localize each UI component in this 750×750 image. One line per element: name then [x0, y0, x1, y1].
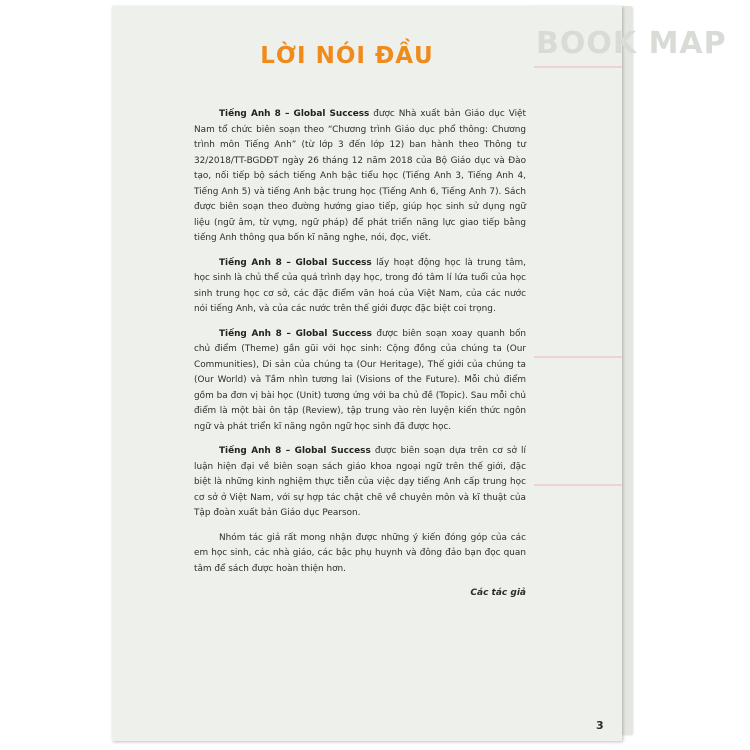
paragraph-text: lấy hoạt động học là trung tâm, học sinh là chủ thể của quá trình dạy học, trong đó tâm lí lứa tuổi của học sinh trung học cơ sở, các đặc điểm văn hoá của Việt Nam, của các nước nói tiếng Anh, và của các nước trên thế giới được đặc biệt coi trọng. [194, 257, 526, 314]
preface-body [194, 107, 526, 602]
paragraph-text: được biên soạn dựa trên cơ sở lí luận hiện đại về biên soạn sách giáo khoa ngoại ngữ trên thế giới, đặc biệt là những kinh nghiệm thực tiễn của việc dạy tiếng Anh cấp trung học cơ sở ở Việt Nam, với sự hợp tác chặt chẽ về chuyên môn và kĩ thuật của Tập đoàn xuất bản Giáo dục Pearson. [194, 446, 526, 518]
paragraph [194, 327, 526, 436]
paragraph-text: được Nhà xuất bản Giáo dục Việt Nam tổ chức biên soạn theo “Chương trình Giáo dục phổ thông: Chương trình môn Tiếng Anh” (từ lớp 3 đến lớp 12) ban hành theo Thông tư 32/2018/TT-BGDĐT ngày 26 tháng 12 năm 2018 của Bộ Giáo dục và Đào tạo, nối tiếp bộ sách tiếng Anh bậc tiểu học (Tiếng Anh 3, Tiếng Anh 4, Tiếng Anh 5) và tiếng Anh bậc trung học (Tiếng Anh 6, Tiếng Anh 7). Sách được biên soạn theo đường hướng giao tiếp, giúp học sinh sử dụng ngữ liệu (ngữ âm, từ vựng, ngữ pháp) để phát triển năng lực giao tiếp bằng tiếng Anh thông qua bốn kĩ năng nghe, nói, đọc, viết. [194, 109, 526, 243]
paragraph-lead: Tiếng Anh 8 – Global Success [219, 328, 372, 339]
paragraph-text: được biên soạn xoay quanh bốn chủ điểm (Theme) gần gũi với học sinh: Cộng đồng của chúng ta (Our Communities), Di sản của chúng ta (Our Heritage), Thế giới của chúng ta (Our World) và Tầm nhìn tương lai (Visions of the Future). Mỗi chủ điểm gồm ba đơn vị bài học (Unit) tương ứng với ba chủ đề (Topic). Sau mỗi chủ điểm là một bài ôn tập (Review), tập trung vào rèn luyện kiến thức ngôn ngữ và phát triển kĩ năng ngôn ngữ học sinh đã được học. [194, 328, 527, 432]
paragraph-lead: Tiếng Anh 8 – Global Success [219, 257, 372, 268]
paragraph [194, 444, 526, 522]
paragraph-lead: Tiếng Anh 8 – Global Success [219, 446, 371, 456]
paragraph-text: Nhóm tác giả rất mong nhận được những ý kiến đóng góp của các em học sinh, các nhà giáo, các bậc phụ huynh và đông đảo bạn đọc quan tâm để sách được hoàn thiện hơn. [194, 532, 526, 574]
paragraph [194, 107, 526, 247]
paragraph [194, 531, 526, 578]
showthrough-band [534, 484, 622, 486]
page-title: LỜI NÓI ĐẦU [260, 43, 434, 69]
preface-page [112, 6, 727, 741]
paragraph-lead: Tiếng Anh 8 – Global Success [219, 109, 370, 119]
paragraph [194, 256, 526, 318]
book-map-heading-showthrough: BOOK MAP [536, 26, 727, 61]
signature: Các tác giả [470, 588, 526, 598]
showthrough-band [534, 356, 622, 358]
page-number: 3 [596, 719, 604, 732]
